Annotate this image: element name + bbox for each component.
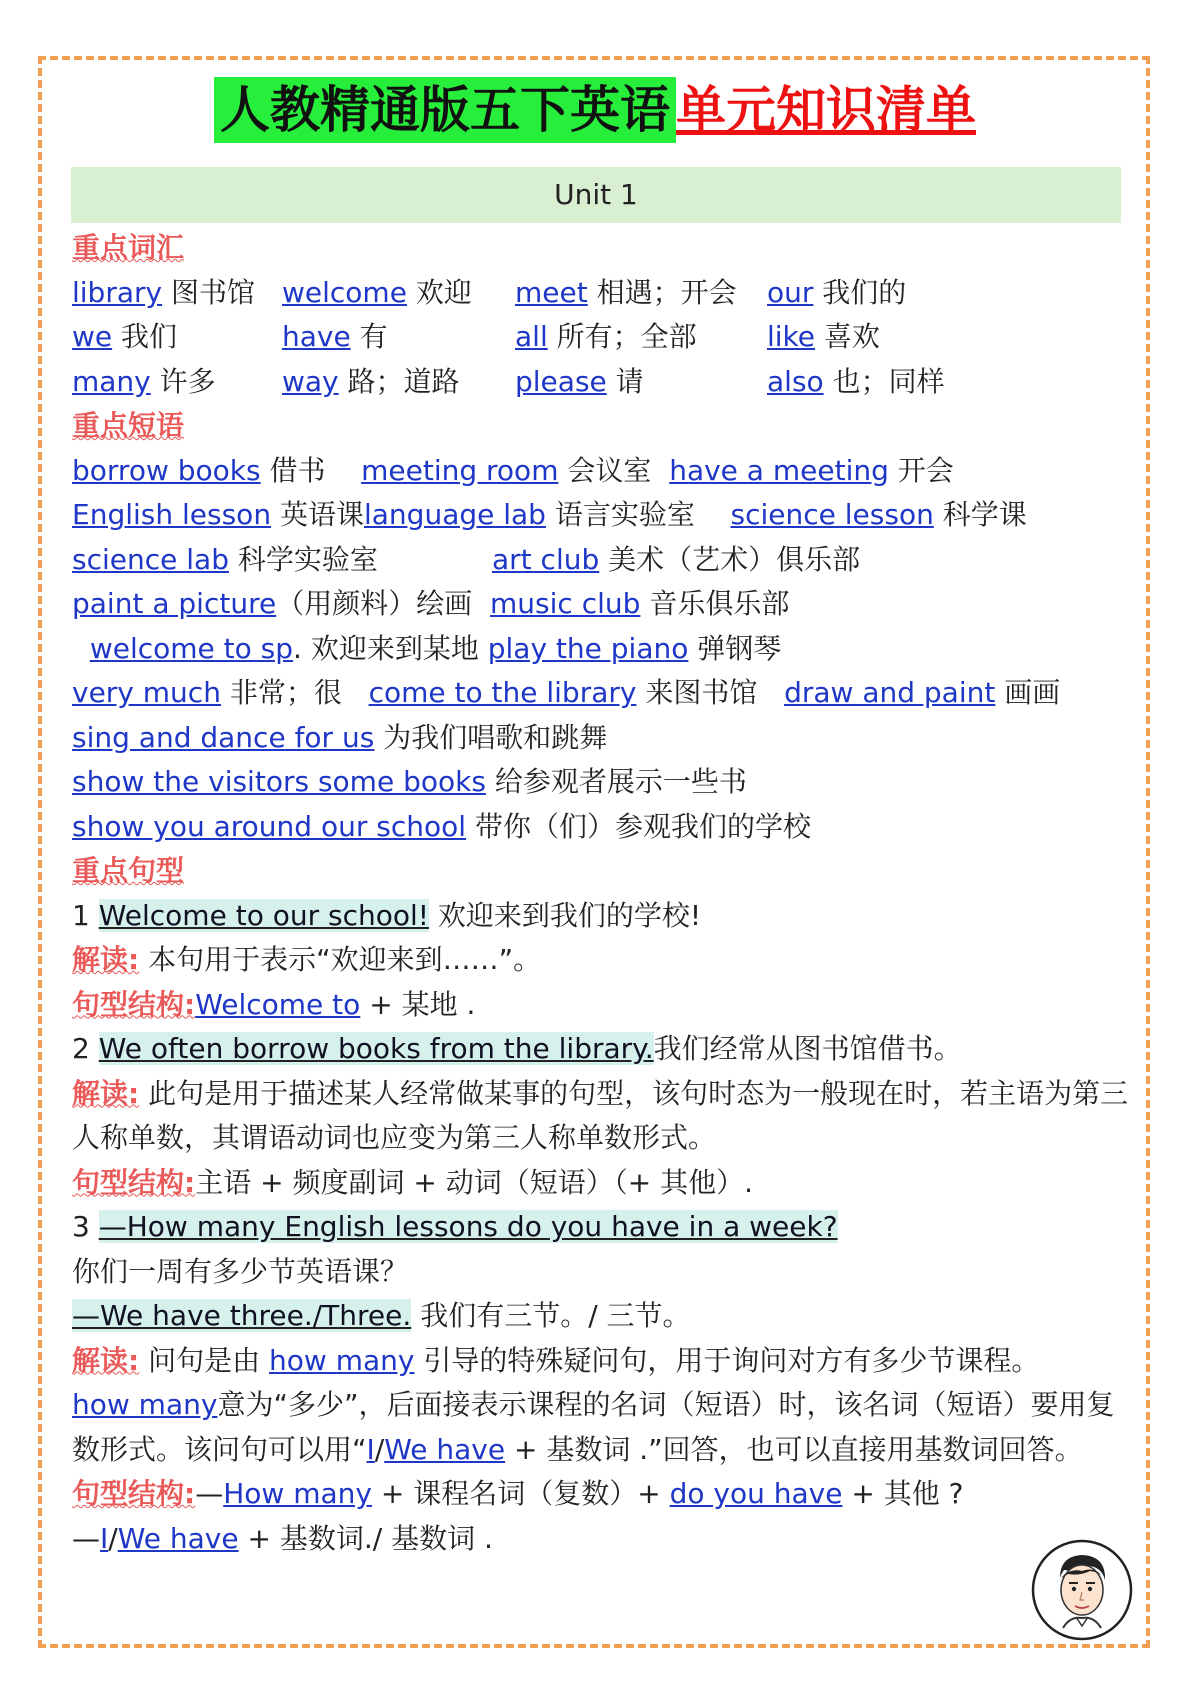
phrase-en: meeting room	[361, 453, 559, 487]
sentence-en: We often borrow books from the library.	[98, 1032, 654, 1065]
vocab-zh: 欢迎	[415, 275, 472, 309]
explain-label: 解读:	[72, 943, 140, 976]
explain-text: 此句是用于描述某人经常做某事的句型，该句时态为一般现在时，若主语为第三人称单数，其谓语动词也应变为第三人称单数形式。	[72, 1076, 1129, 1154]
para-en: I	[366, 1432, 375, 1466]
sentence-zh: 欢迎来到我们的学校!	[437, 898, 702, 932]
phrase-zh: 来图书馆	[645, 676, 758, 709]
phrase-row	[72, 805, 1132, 850]
structure-en: How many	[223, 1477, 372, 1510]
vocab-zh: 路；道路	[347, 364, 460, 398]
vocab-zh: 喜欢	[823, 320, 880, 353]
vocab-zh: 图书馆	[171, 275, 256, 309]
structure-text: + 其他 ?	[851, 1477, 964, 1510]
teacher-avatar-icon	[1030, 1538, 1134, 1642]
vocab-en: like	[767, 320, 816, 353]
structure-label: 句型结构:	[72, 1477, 196, 1510]
phrase-en: draw and paint	[784, 676, 996, 709]
structure-en: I	[100, 1521, 109, 1555]
phrase-zh: 英语课	[279, 498, 364, 531]
phrase-zh: （用颜料）绘画	[276, 587, 473, 620]
sentence-3	[72, 1205, 1132, 1250]
phrase-zh: 美术（艺术）俱乐部	[608, 542, 861, 576]
page-title	[0, 70, 1190, 142]
vocab-heading: 重点词汇	[72, 231, 185, 264]
phrase-en: science lesson	[730, 498, 934, 531]
structure-label: 句型结构:	[72, 1165, 196, 1199]
vocab-row	[72, 360, 1132, 405]
structure-3-answer	[72, 1517, 1132, 1562]
phrase-row	[72, 627, 1132, 672]
phrase-en: borrow books	[72, 453, 261, 487]
sentence-number: 3	[72, 1210, 90, 1243]
structure-3	[72, 1472, 1132, 1517]
phrase-zh: 借书	[269, 453, 326, 487]
sentence-2	[72, 1027, 1132, 1072]
para-text: + 基数词 .”回答，也可以直接用基数词回答。	[514, 1432, 1083, 1466]
phrase-en: welcome to sp	[89, 631, 294, 665]
structure-text: + 某地 .	[369, 987, 476, 1021]
answer-en: —We have three./Three.	[72, 1299, 412, 1332]
phrase-row	[72, 671, 1132, 716]
phrase-en: play the piano	[487, 631, 689, 665]
title-part2: 单元知识清单	[676, 81, 976, 139]
sentence-1	[72, 894, 1132, 939]
phrase-zh: 为我们唱歌和跳舞	[383, 720, 608, 754]
vocab-en: many	[72, 364, 151, 398]
explain-2	[72, 1072, 1132, 1161]
explain-text: 引导的特殊疑问句，用于询问对方有多少节课程。	[423, 1343, 1040, 1377]
structure-text: —	[72, 1521, 100, 1555]
answer-3	[72, 1294, 1132, 1339]
structure-en: Welcome to	[195, 987, 361, 1021]
vocab-en: we	[72, 320, 113, 353]
vocab-en: welcome	[282, 275, 407, 309]
sentence-number: 1	[72, 898, 90, 932]
vocab-zh: 相遇；开会	[596, 275, 737, 309]
phrase-en: show you around our school	[72, 809, 467, 843]
content	[72, 226, 1132, 1561]
phrase-zh: 科学实验室	[237, 542, 378, 576]
phrase-heading: 重点短语	[72, 409, 185, 442]
phrase-en: science lab	[72, 542, 229, 576]
vocab-zh: 请	[615, 364, 644, 398]
sentence-en: Welcome to our school!	[98, 898, 430, 932]
sentence-heading: 重点句型	[72, 854, 185, 887]
vocab-en: way	[282, 364, 339, 398]
vocab-en: also	[767, 364, 824, 398]
para-text: 意为“多少”，后面接表示课程的名词（短语）时，该名词（短语）要用复数形式。该问句可以用“	[72, 1388, 1115, 1466]
phrase-row	[72, 493, 1132, 538]
vocab-en: our	[767, 275, 814, 309]
phrase-en: have a meeting	[669, 453, 889, 487]
phrase-zh: 音乐俱乐部	[649, 587, 790, 620]
structure-en: do you have	[669, 1477, 843, 1510]
explain-1	[72, 938, 1132, 983]
structure-label: 句型结构:	[72, 987, 196, 1021]
vocab-zh: 所有；全部	[556, 320, 697, 353]
phrase-zh: 弹钢琴	[697, 631, 782, 665]
vocab-en: all	[515, 320, 548, 353]
phrase-en: show the visitors some books	[72, 765, 486, 798]
explain-3-paragraph	[72, 1383, 1132, 1472]
para-en: We have	[384, 1432, 506, 1466]
phrase-en: paint a picture	[72, 587, 277, 620]
sentence-number: 2	[72, 1032, 90, 1065]
explain-label: 解读:	[72, 1076, 140, 1110]
question-en: —How many English lessons do you have in a week?	[98, 1210, 838, 1243]
vocab-row	[72, 315, 1132, 360]
vocab-en: please	[515, 364, 607, 398]
phrase-en: language lab	[363, 498, 546, 531]
phrase-zh: 开会	[897, 453, 954, 487]
explain-text: 本句用于表示“欢迎来到……”。	[148, 943, 542, 976]
vocab-zh: 许多	[159, 364, 216, 398]
para-en: how many	[72, 1388, 218, 1421]
phrase-row	[72, 716, 1132, 761]
sentence-zh: 我们经常从图书馆借书。	[653, 1032, 962, 1065]
vocab-en: library	[72, 275, 163, 309]
phrase-en: come to the library	[368, 676, 637, 709]
phrase-zh: 语言实验室	[554, 498, 695, 531]
structure-text: 主语 + 频度副词 + 动词（短语）（+ 其他）.	[195, 1165, 753, 1199]
phrase-zh: 带你（们）参观我们的学校	[474, 809, 811, 843]
structure-text: /	[108, 1521, 118, 1555]
vocab-zh: 我们的	[822, 275, 907, 309]
phrase-zh: 会议室	[567, 453, 652, 487]
structure-text: —	[195, 1477, 224, 1510]
phrase-zh: 非常；很	[229, 676, 342, 709]
phrase-en: art club	[492, 542, 600, 576]
unit-banner: Unit 1	[71, 167, 1121, 223]
explain-en: how many	[269, 1343, 415, 1377]
vocab-zh: 有	[359, 320, 388, 353]
phrase-en: English lesson	[72, 498, 272, 531]
structure-1	[72, 983, 1132, 1028]
vocab-en: have	[282, 320, 351, 353]
phrase-zh: . 欢迎来到某地	[293, 631, 479, 665]
phrase-row	[72, 582, 1132, 627]
phrase-zh: 科学课	[942, 498, 1027, 531]
structure-en: We have	[117, 1521, 239, 1555]
explain-text: 问句是由	[148, 1343, 261, 1377]
phrase-row	[72, 760, 1132, 805]
phrase-en: very much	[72, 676, 221, 709]
phrase-en: music club	[490, 587, 641, 620]
vocab-zh: 我们	[121, 320, 178, 353]
phrase-zh: 画画	[1004, 676, 1061, 709]
phrase-row	[72, 449, 1132, 494]
explain-label: 解读:	[72, 1343, 140, 1377]
structure-text: + 基数词./ 基数词 .	[247, 1521, 493, 1555]
phrase-en: sing and dance for us	[72, 720, 375, 754]
structure-2	[72, 1161, 1132, 1206]
phrase-row	[72, 538, 1132, 583]
structure-text: + 课程名词（复数）+	[380, 1477, 661, 1510]
explain-3	[72, 1339, 1132, 1384]
answer-zh: 我们有三节。/ 三节。	[420, 1299, 691, 1332]
question-zh: 你们一周有多少节英语课？	[72, 1254, 409, 1288]
title-part1: 人教精通版五下英语	[214, 77, 676, 143]
vocab-zh: 也；同样	[832, 364, 945, 398]
para-text: /	[374, 1432, 385, 1466]
phrase-zh: 给参观者展示一些书	[494, 765, 747, 798]
vocab-en: meet	[515, 275, 588, 309]
vocab-row	[72, 271, 1132, 316]
